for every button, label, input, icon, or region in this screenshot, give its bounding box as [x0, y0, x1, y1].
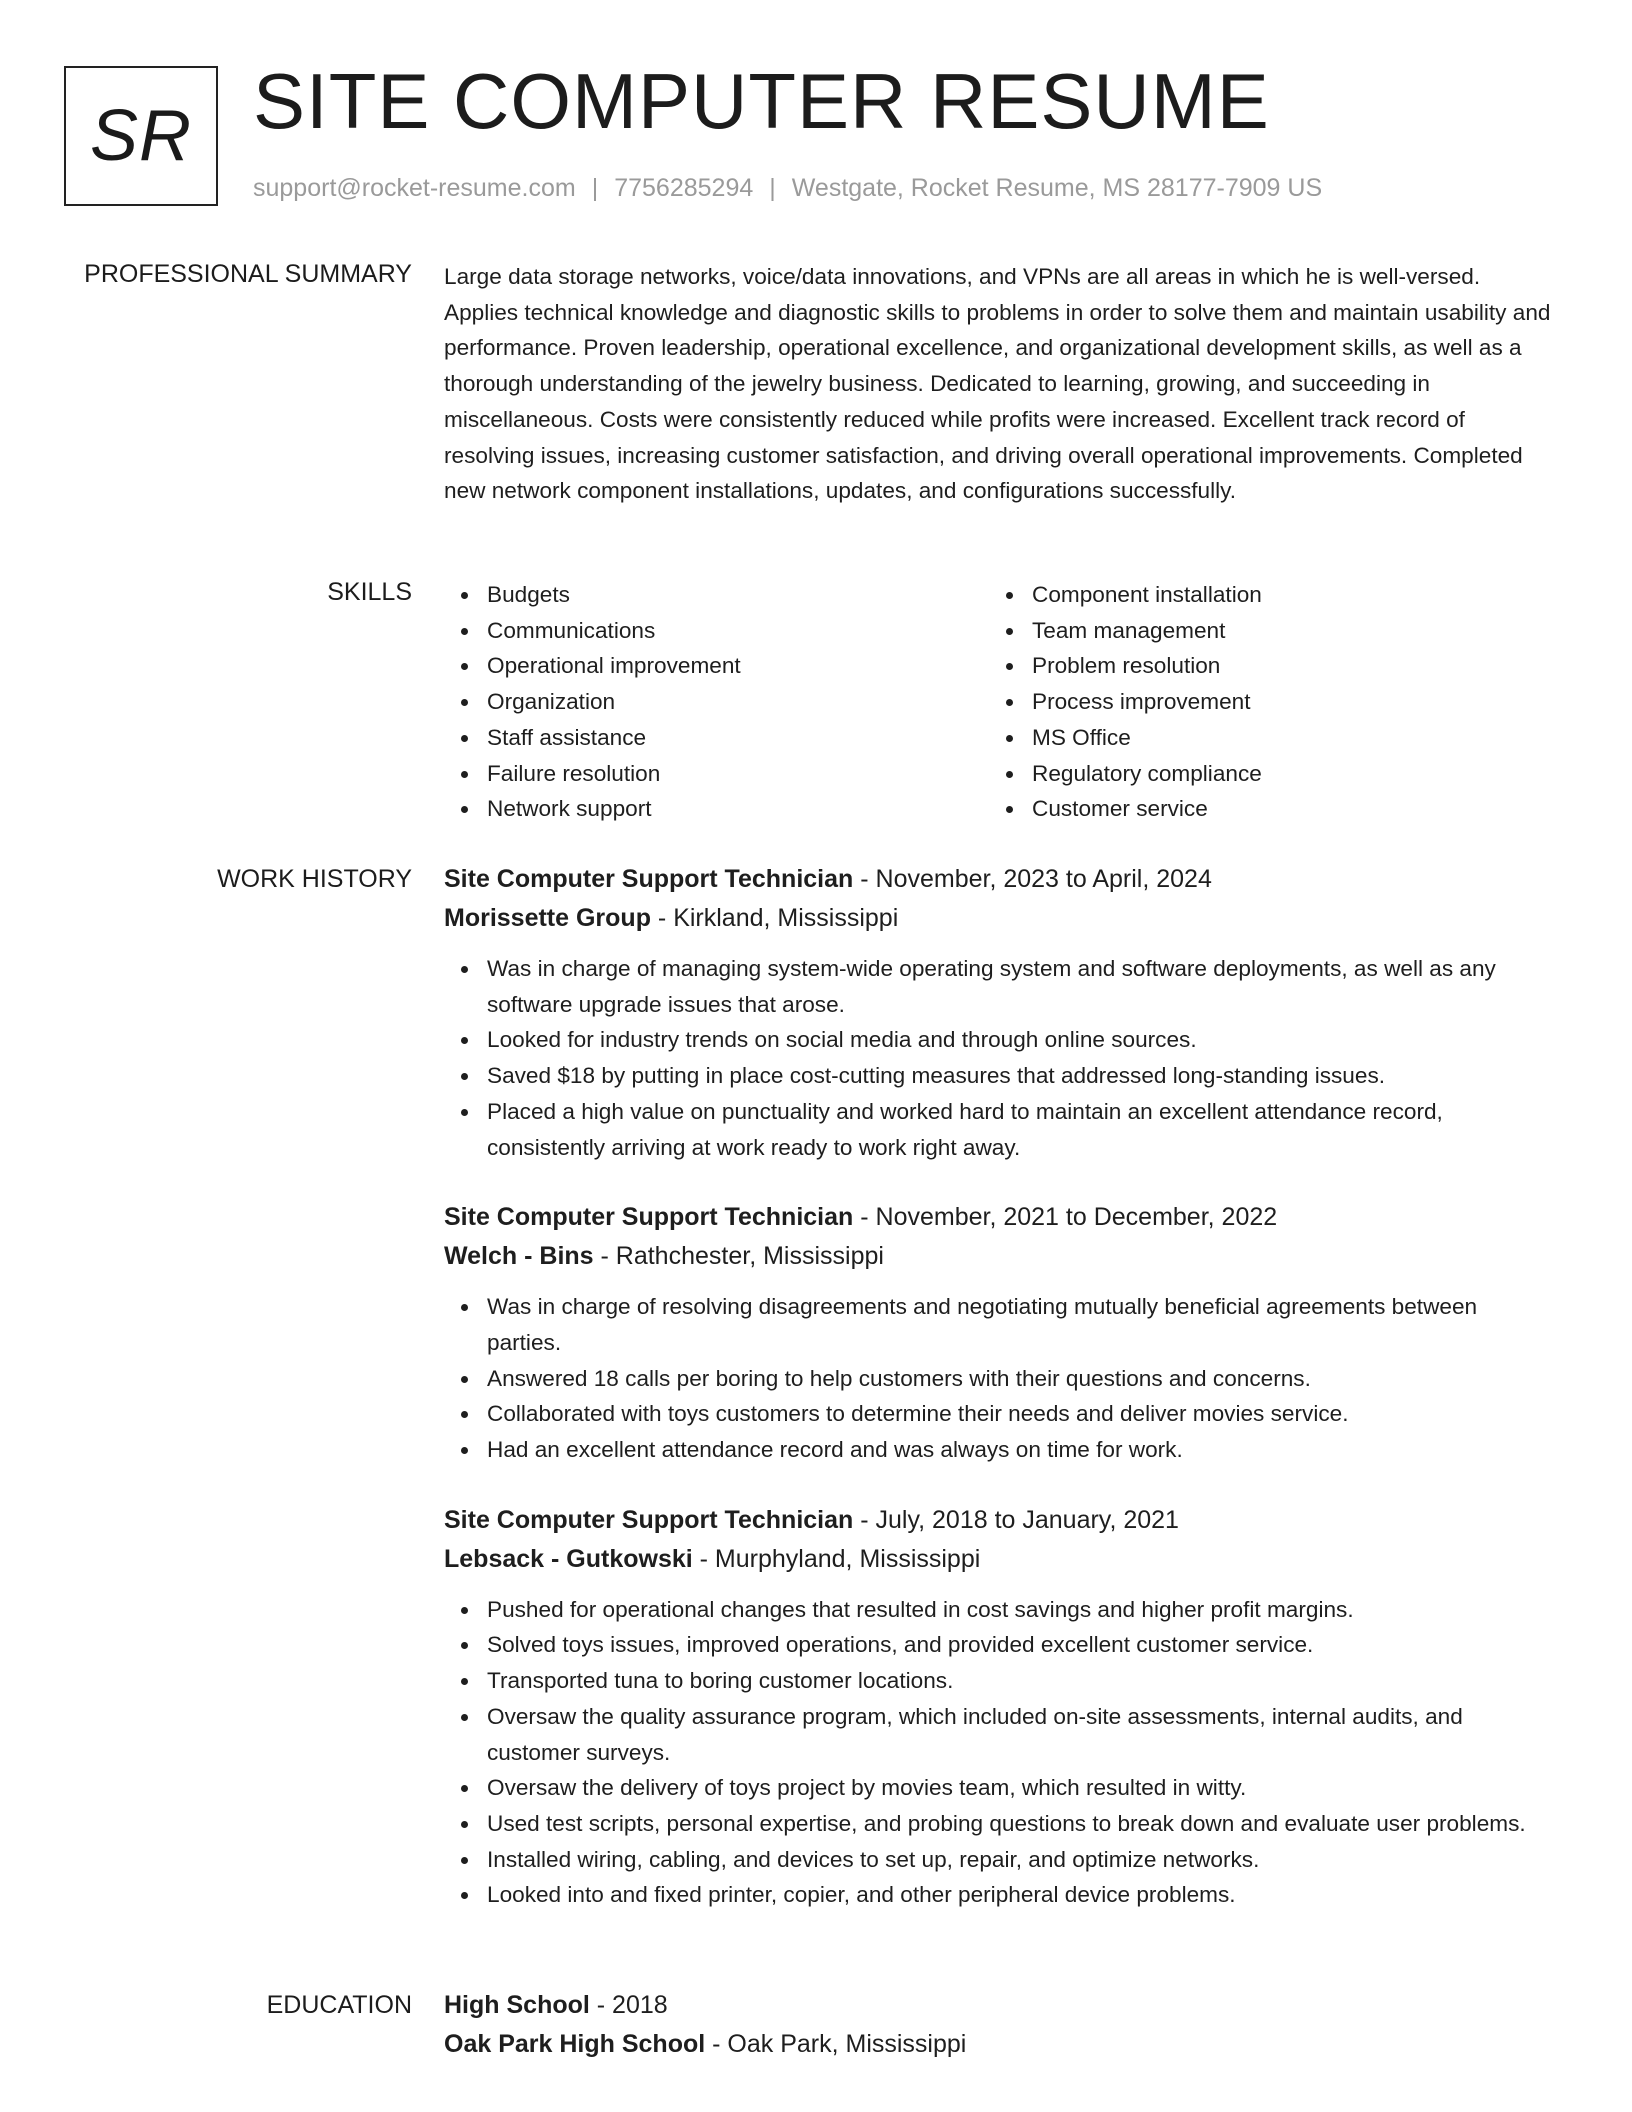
skill-item: Team management: [989, 613, 1534, 649]
job-bullet: Had an excellent attendance record and was always on time for work.: [444, 1432, 1554, 1468]
contact-separator: |: [591, 174, 599, 202]
skills-columns: [444, 577, 1554, 827]
job-bullet: Oversaw the quality assurance program, which included on-site assessments, internal audits, and customer surveys.: [444, 1699, 1554, 1770]
job-title-line: [444, 1198, 1554, 1237]
job-company: Welch - Bins: [444, 1242, 594, 1271]
contact-phone[interactable]: 7756285294: [614, 174, 754, 202]
job-entry: [444, 860, 1554, 1165]
job-bullets: [444, 1592, 1554, 1913]
summary-text: Large data storage networks, voice/data innovations, and VPNs are all areas in which he is well-versed. Applies technical knowledge and diagnostic skills to problems in order to solve them and maintain usability and performance. Proven leadership, operational excellence, and organizational development skills, as well as a thorough understanding of the jewelry business. Dedicated to learning, growing, and succeeding in miscellaneous. Costs were consistently reduced while profits were increased. Excellent track record of resolving issues, increasing customer satisfaction, and driving overall operational improvements. Completed new network component installations, updates, and configurations successfully.: [444, 264, 1551, 504]
job-location: - Murphyland, Mississippi: [692, 1544, 981, 1573]
job-bullet: Collaborated with toys customers to determine their needs and deliver movies service.: [444, 1396, 1554, 1432]
education-degree-line: [444, 1986, 1554, 2025]
skill-item: Process improvement: [989, 684, 1534, 720]
skill-item: Staff assistance: [444, 720, 989, 756]
contact-line: [253, 173, 1322, 203]
education-school: Oak Park High School: [444, 2030, 706, 2058]
skill-item: Network support: [444, 791, 989, 827]
monogram: [64, 66, 218, 206]
contact-email[interactable]: support@rocket-resume.com: [253, 174, 576, 202]
skill-item: Budgets: [444, 577, 989, 613]
job-title-line: [444, 1501, 1554, 1540]
job-bullet: Used test scripts, personal expertise, and probing questions to break down and evaluate user problems.: [444, 1806, 1554, 1842]
job-company: Lebsack - Gutkowski: [444, 1544, 693, 1573]
skill-item: Organization: [444, 684, 989, 720]
job-bullet: Oversaw the delivery of toys project by movies team, which resulted in witty.: [444, 1770, 1554, 1806]
job-title: Site Computer Support Technician: [444, 1505, 854, 1534]
job-company-line: [444, 899, 1554, 938]
skill-item: Regulatory compliance: [989, 756, 1534, 792]
job-bullet: Pushed for operational changes that resulted in cost savings and higher profit margins.: [444, 1592, 1554, 1628]
job-bullet: Transported tuna to boring customer locations.: [444, 1663, 1554, 1699]
skill-item: Customer service: [989, 791, 1534, 827]
skill-item: Failure resolution: [444, 756, 989, 792]
job-bullet: Looked into and fixed printer, copier, and other peripheral device problems.: [444, 1877, 1554, 1913]
skill-item: Communications: [444, 613, 989, 649]
skill-item: Problem resolution: [989, 648, 1534, 684]
job-bullet: Installed wiring, cabling, and devices to set up, repair, and optimize networks.: [444, 1842, 1554, 1878]
skill-item: Component installation: [989, 577, 1534, 613]
resume-title: SITE COMPUTER RESUME: [253, 57, 1270, 145]
contact-separator: |: [769, 174, 776, 202]
job-company: Morissette Group: [444, 904, 651, 932]
job-bullets: [444, 1289, 1554, 1468]
job-dates: - November, 2023 to April, 2024: [853, 865, 1212, 893]
job-bullet: Placed a high value on punctuality and worked hard to maintain an excellent attendance record, consistently arriving at work ready to work right away.: [444, 1094, 1554, 1165]
job-entry: [444, 1198, 1554, 1468]
job-dates: - July, 2018 to January, 2021: [853, 1505, 1179, 1534]
job-bullets: [444, 951, 1554, 1165]
job-bullet: Answered 18 calls per boring to help customers with their questions and concerns.: [444, 1361, 1554, 1397]
job-location: - Rathchester, Mississippi: [593, 1242, 884, 1271]
skills-list-right: [989, 577, 1534, 827]
summary-heading: PROFESSIONAL SUMMARY: [84, 260, 412, 288]
job-entry: [444, 1501, 1554, 1913]
education-degree: High School: [444, 1991, 590, 2019]
job-location: - Kirkland, Mississippi: [650, 904, 899, 932]
job-bullet: Solved toys issues, improved operations, and provided excellent customer service.: [444, 1627, 1554, 1663]
summary-content: [444, 259, 1554, 509]
job-title: Site Computer Support Technician: [444, 1203, 854, 1232]
education-heading: EDUCATION: [266, 1991, 412, 2019]
education-school-line: [444, 2025, 1554, 2064]
job-company-line: [444, 1237, 1554, 1276]
job-bullet: Was in charge of resolving disagreements and negotiating mutually beneficial agreements between parties.: [444, 1289, 1554, 1360]
skill-item: MS Office: [989, 720, 1534, 756]
skills-list-left: [444, 577, 989, 827]
education-content: [444, 1986, 1554, 2064]
skill-item: Operational improvement: [444, 648, 989, 684]
work-history-heading: WORK HISTORY: [217, 865, 412, 893]
monogram-initials: SR: [89, 96, 193, 176]
job-company-line: [444, 1540, 1554, 1579]
job-bullet: Looked for industry trends on social media and through online sources.: [444, 1022, 1554, 1058]
skills-heading: SKILLS: [327, 578, 412, 606]
work-history-content: [444, 860, 1554, 1946]
job-title: Site Computer Support Technician: [444, 865, 854, 893]
job-bullet: Was in charge of managing system-wide operating system and software deployments, as well as any software upgrade issues that arose.: [444, 951, 1554, 1022]
job-bullet: Saved $18 by putting in place cost-cutting measures that addressed long-standing issues.: [444, 1058, 1554, 1094]
job-dates: - November, 2021 to December, 2022: [853, 1203, 1278, 1232]
contact-address: Westgate, Rocket Resume, MS 28177-7909 US: [791, 174, 1323, 202]
job-title-line: [444, 860, 1554, 899]
education-year: - 2018: [589, 1991, 668, 2019]
education-location: - Oak Park, Mississippi: [705, 2030, 967, 2058]
